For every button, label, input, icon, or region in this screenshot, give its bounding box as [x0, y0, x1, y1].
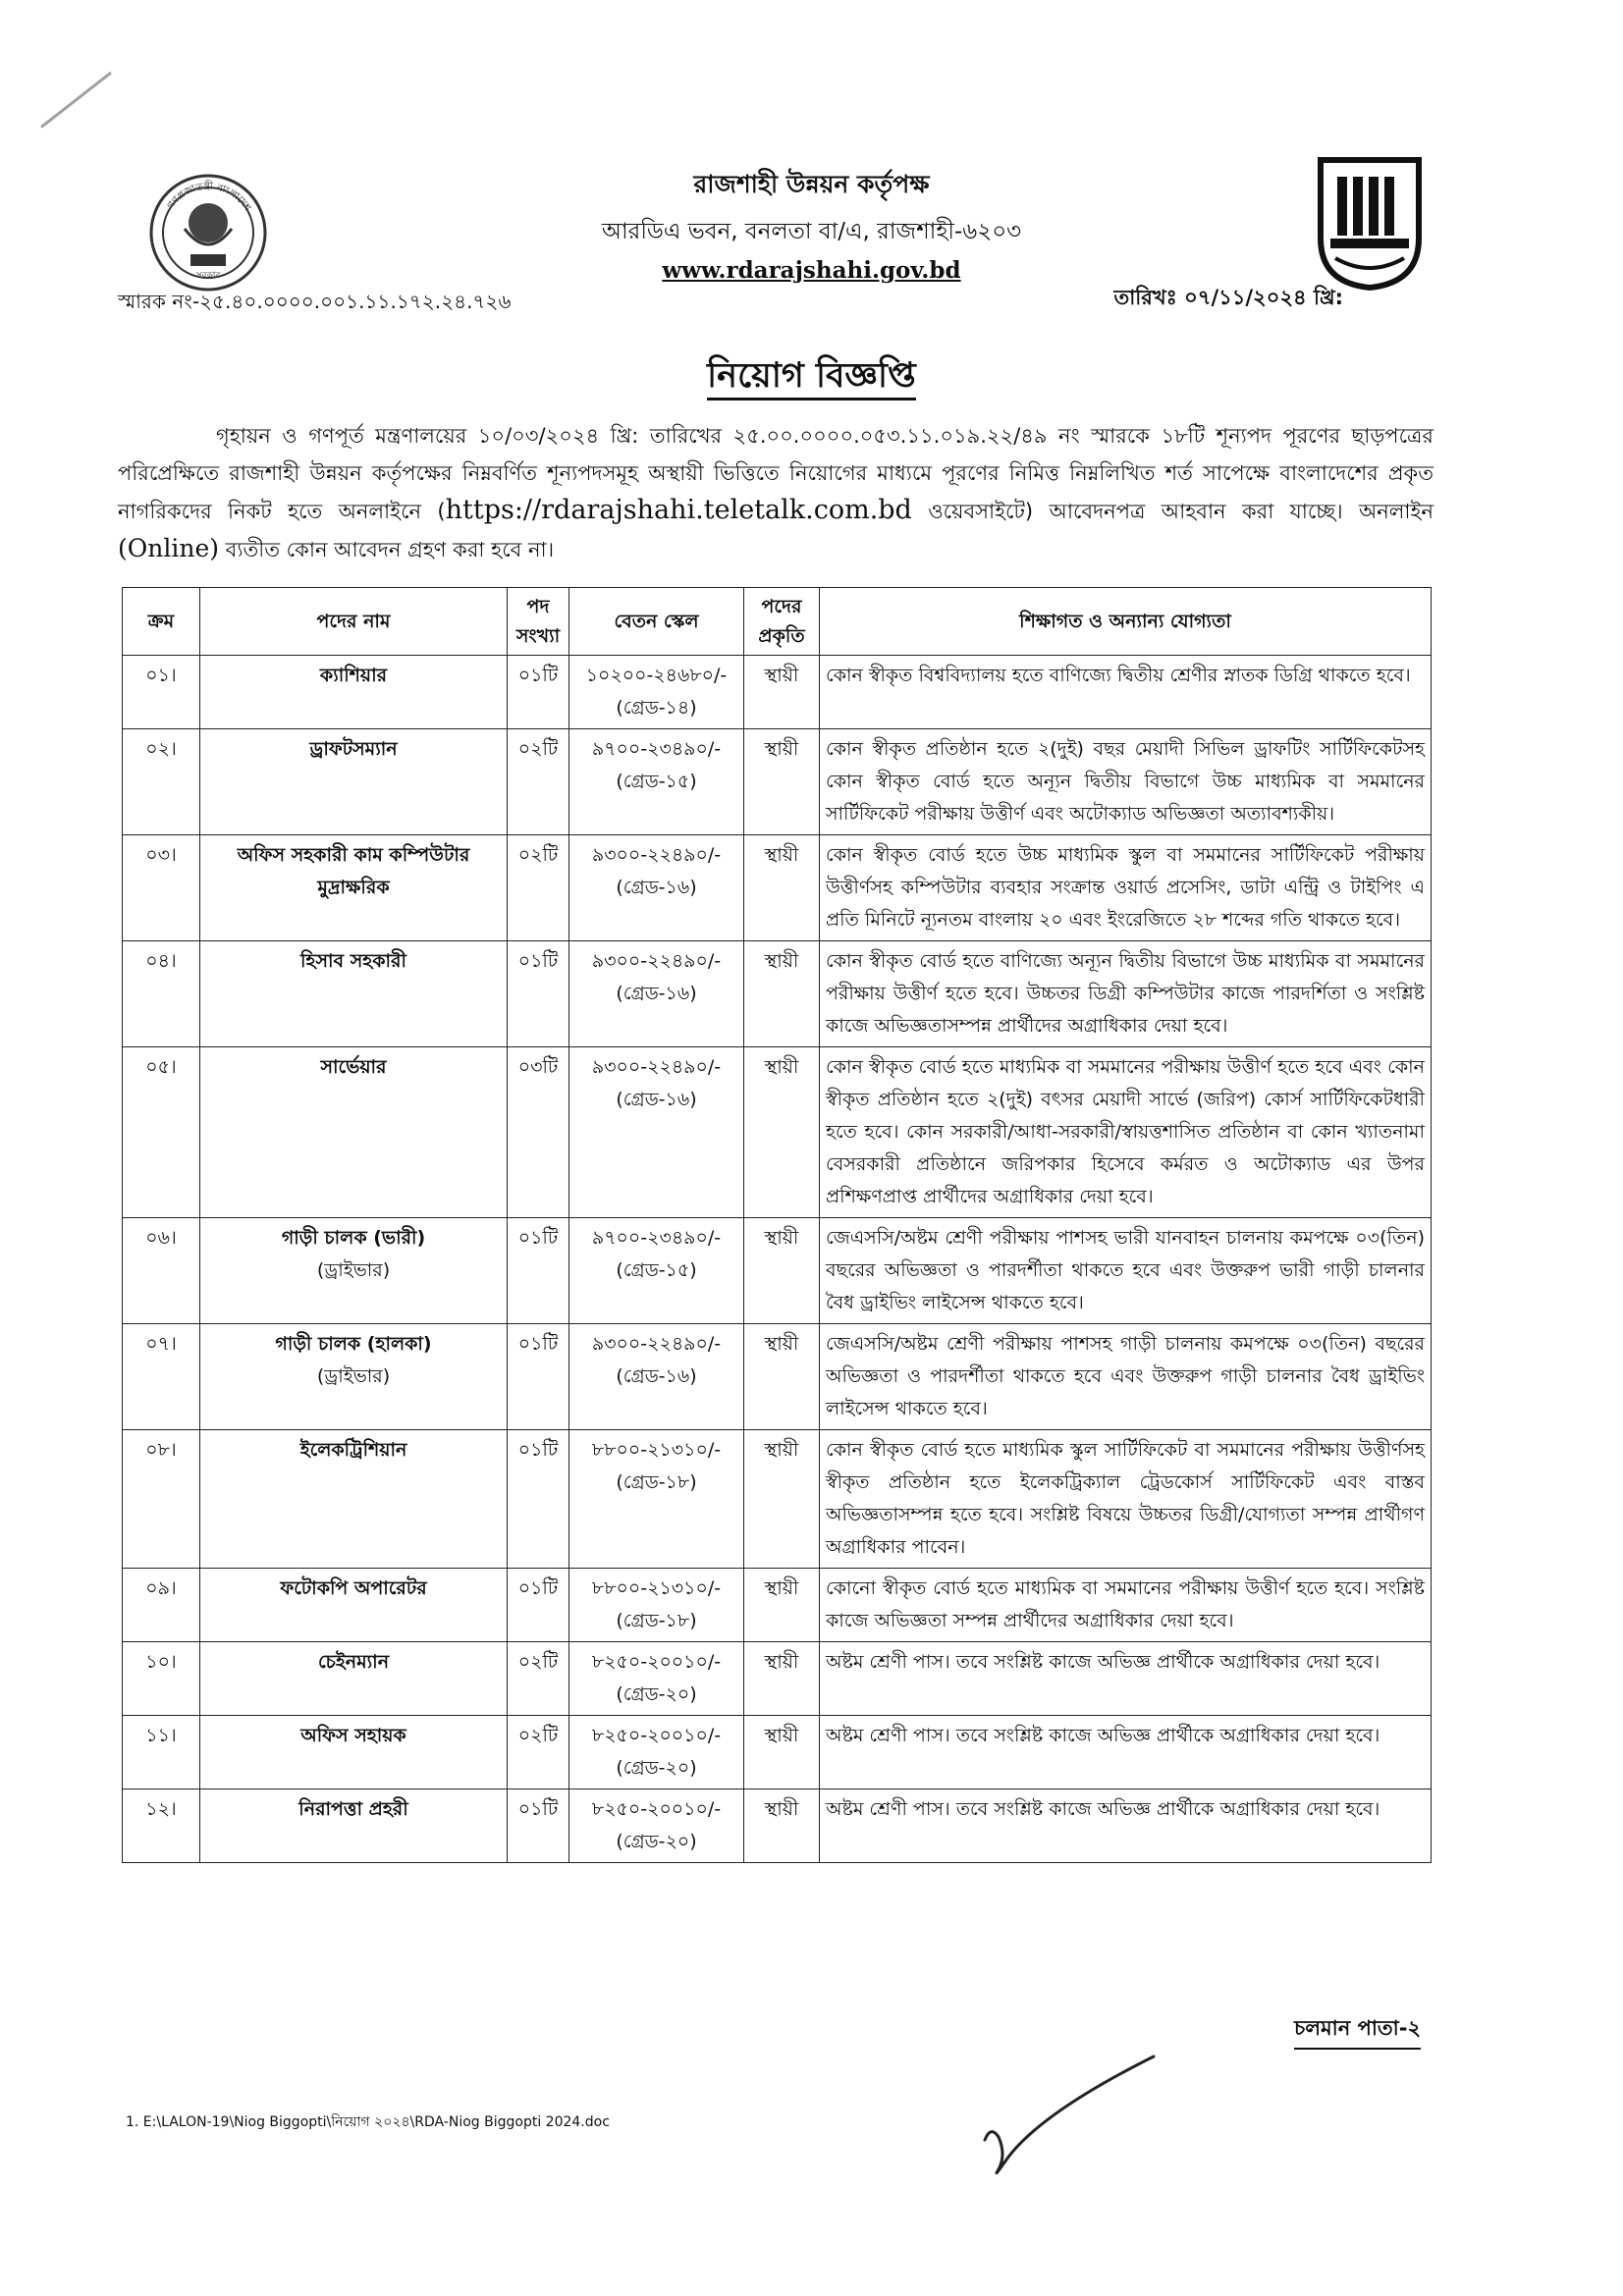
- pay-grade: (গ্রেড-১৮): [616, 1471, 697, 1493]
- cell-post-name: [200, 1218, 508, 1324]
- pay-grade: (গ্রেড-২০): [616, 1757, 697, 1779]
- cell-pay-scale: [569, 1789, 744, 1863]
- letterhead: [0, 165, 1623, 284]
- intro-paragraph: [118, 417, 1434, 568]
- table-row: [123, 1324, 1432, 1430]
- cell-nature: স্থায়ী: [744, 1218, 820, 1324]
- pay-scale: ৯৩০০-২২৪৯০/-: [591, 1056, 722, 1078]
- cell-post-name: [200, 656, 508, 729]
- cell-pay-scale: [569, 1430, 744, 1569]
- vacancy-table: [122, 587, 1432, 1863]
- cell-post-name: [200, 1569, 508, 1642]
- cell-nature: স্থায়ী: [744, 1716, 820, 1789]
- pay-scale: ৮২৫০-২০০১০/-: [591, 1725, 722, 1746]
- table-row: [123, 729, 1432, 835]
- pay-grade: (গ্রেড-১৬): [616, 1365, 697, 1387]
- organization-name: রাজশাহী উন্নয়ন কর্তৃপক্ষ: [693, 170, 930, 198]
- table-row: [123, 1430, 1432, 1569]
- cell-post-count: ০২টি: [508, 729, 569, 835]
- header-qualification: শিক্ষাগত ও অন্যান্য যোগ্যতা: [820, 588, 1432, 656]
- cell-post-name: [200, 1047, 508, 1218]
- pay-scale: ৮২৫০-২০০১০/-: [591, 1651, 722, 1673]
- cell-post-count: ০১টি: [508, 941, 569, 1047]
- cell-nature: স্থায়ী: [744, 1047, 820, 1218]
- post-name: নিরাপত্তা প্রহরী: [298, 1798, 408, 1820]
- cell-nature: স্থায়ী: [744, 1789, 820, 1863]
- cell-qualification: কোন স্বীকৃত বিশ্ববিদ্যালয় হতে বাণিজ্যে দ্বিতীয় শ্রেণীর স্নাতক ডিগ্রি থাকতে হবে।: [820, 656, 1432, 729]
- post-name: অফিস সহকারী কাম কম্পিউটার মুদ্রাক্ষরিক: [237, 844, 470, 898]
- pay-grade: (গ্রেড-১৬): [616, 877, 697, 898]
- cell-serial: ১২।: [123, 1789, 200, 1863]
- organization-website[interactable]: www.rdarajshahi.gov.bd: [662, 257, 961, 284]
- organization-address: আরডিএ ভবন, বনলতা বা/এ, রাজশাহী-৬২০৩: [601, 219, 1022, 244]
- cell-post-name: [200, 1642, 508, 1716]
- cell-serial: ০৬।: [123, 1218, 200, 1324]
- pay-scale: ৯৩০০-২২৪৯০/-: [591, 844, 722, 866]
- signature-tick-icon: [977, 2047, 1163, 2184]
- cell-nature: স্থায়ী: [744, 1324, 820, 1430]
- cell-pay-scale: [569, 1047, 744, 1218]
- cell-qualification: কোন স্বীকৃত বোর্ড হতে উচ্চ মাধ্যমিক স্কুল বা সমমানের সার্টিফিকেট পরীক্ষায় উত্তীর্ণসহ কম্পিউটার ব্যবহার সংক্রান্ত ওয়ার্ড প্রসেসিং, ডাটা এন্ট্রি ও টাইপিং এ প্রতি মিনিটে ন্যূনতম বাংলায় ২০ এবং ইংরেজিতে ২৮ শব্দের গতি থাকতে হবে।: [820, 835, 1432, 941]
- post-name: সার্ভেয়ার: [320, 1056, 387, 1078]
- cell-pay-scale: [569, 1218, 744, 1324]
- pay-scale: ৯৭০০-২৩৪৯০/-: [591, 738, 722, 760]
- post-name: গাড়ী চালক (হালকা): [275, 1333, 432, 1355]
- cell-pay-scale: [569, 941, 744, 1047]
- cell-nature: স্থায়ী: [744, 1642, 820, 1716]
- cell-serial: ০২।: [123, 729, 200, 835]
- cell-qualification: জেএসসি/অষ্টম শ্রেণী পরীক্ষায় পাশসহ ভারী যানবাহন চালনায় কমপক্ষে ০৩(তিন) বছরের অভিজ্ঞতা ও পারদর্শীতা থাকতে হবে এবং উক্তরুপ ভারী গাড়ী চালনার বৈধ ড্রাইভিং লাইসেন্স থাকতে হবে।: [820, 1218, 1432, 1324]
- cell-qualification: কোনো স্বীকৃত বোর্ড হতে মাধ্যমিক বা সমমানের পরীক্ষায় উত্তীর্ণ হতে হবে। সংশ্লিষ্ট কাজে অভিজ্ঞতা সম্পন্ন প্রার্থীদের অগ্রাধিকার দেয়া হবে।: [820, 1569, 1432, 1642]
- pay-grade: (গ্রেড-১৫): [616, 771, 697, 792]
- header-post-count: পদ সংখ্যা: [508, 588, 569, 656]
- pay-scale: ৯৩০০-২২৪৯০/-: [591, 950, 722, 972]
- cell-serial: ০৯।: [123, 1569, 200, 1642]
- intro-text-2: ওয়েবসাইটে) আবেদনপত্র আহবান করা যাচ্ছে। অনলাইন: [911, 500, 1434, 523]
- table-row: [123, 1789, 1432, 1863]
- cell-nature: স্থায়ী: [744, 656, 820, 729]
- cell-qualification: কোন স্বীকৃত বোর্ড হতে মাধ্যমিক বা সমমানের পরীক্ষায় উত্তীর্ণ হতে হবে এবং কোন স্বীকৃত প্রতিষ্ঠান হতে ২(দুই) বৎসর মেয়াদী সার্ভে (জরিপ) কোর্স সার্টিফিকেটধারী হতে হবে। কোন সরকারী/আধা-সরকারী/স্বায়ত্তশাসিত প্রতিষ্ঠান বা কোন খ্যাতনামা বেসরকারী প্রতিষ্ঠানে জরিপকার হিসেবে কর্মরত ও অটোক্যাড এর উপর প্রশিক্ষণপ্রাপ্ত প্রার্থীদের অগ্রাধিকার দেয়া হবে।: [820, 1047, 1432, 1218]
- post-name: ক্যাশিয়ার: [319, 665, 388, 686]
- cell-pay-scale: [569, 1569, 744, 1642]
- cell-post-name: [200, 941, 508, 1047]
- cell-pay-scale: [569, 656, 744, 729]
- cell-qualification: অষ্টম শ্রেণী পাস। তবে সংশ্লিষ্ট কাজে অভিজ্ঞ প্রার্থীকে অগ্রাধিকার দেয়া হবে।: [820, 1642, 1432, 1716]
- cell-post-count: ০১টি: [508, 1324, 569, 1430]
- header-post-name: পদের নাম: [200, 588, 508, 656]
- cell-pay-scale: [569, 835, 744, 941]
- pen-stroke-mark: [40, 72, 112, 129]
- online-word: (Online): [118, 534, 219, 562]
- cell-pay-scale: [569, 1324, 744, 1430]
- table-row: [123, 1218, 1432, 1324]
- footer-file-path: 1. E:\LALON-19\Niog Biggopti\নিয়োগ ২০২৪\RDA-Niog Biggopti 2024.doc: [126, 2114, 610, 2130]
- cell-nature: স্থায়ী: [744, 835, 820, 941]
- pay-grade: (গ্রেড-১৮): [616, 1610, 697, 1631]
- post-name-sub: (ড্রাইভার): [316, 1259, 391, 1281]
- pay-scale: ১০২০০-২৪৬৮০/-: [585, 665, 728, 686]
- notice-title-wrap: [0, 348, 1623, 406]
- post-name: চেইনম্যান: [317, 1651, 390, 1673]
- pay-grade: (গ্রেড-১৬): [616, 983, 697, 1004]
- cell-nature: স্থায়ী: [744, 1569, 820, 1642]
- cell-post-count: ০২টি: [508, 1716, 569, 1789]
- pay-grade: (গ্রেড-১৫): [616, 1259, 697, 1281]
- cell-post-count: ০১টি: [508, 1789, 569, 1863]
- cell-qualification: কোন স্বীকৃত প্রতিষ্ঠান হতে ২(দুই) বছর মেয়াদী সিভিল ড্রাফটিং সার্টিফিকেটসহ কোন স্বীকৃত বোর্ড হতে অন্যূন দ্বিতীয় বিভাগে উচ্চ মাধ্যমিক বা সমমানের সার্টিফিকেট পরীক্ষায় উত্তীর্ণ এবং অটোক্যাড অভিজ্ঞতা অত্যাবশ্যকীয়।: [820, 729, 1432, 835]
- cell-qualification: জেএসসি/অষ্টম শ্রেণী পরীক্ষায় পাশসহ গাড়ী চালনায় কমপক্ষে ০৩(তিন) বছরের অভিজ্ঞতা ও পারদর্শীতা থাকতে হবে এবং উক্তরুপ গাড়ী চালনার বৈধ ড্রাইভিং লাইসেন্স থাকতে হবে।: [820, 1324, 1432, 1430]
- cell-post-count: ০২টি: [508, 1642, 569, 1716]
- cell-serial: ০১।: [123, 656, 200, 729]
- table-row: [123, 1716, 1432, 1789]
- table-row: [123, 835, 1432, 941]
- post-name: অফিস সহায়ক: [300, 1725, 406, 1746]
- pay-grade: (গ্রেড-২০): [616, 1683, 697, 1705]
- memo-date: তারিখঃ ০৭/১১/২০২৪ খ্রি:: [1113, 286, 1343, 309]
- cell-post-name: [200, 729, 508, 835]
- cell-post-name: [200, 1430, 508, 1569]
- cell-post-name: [200, 1716, 508, 1789]
- cell-nature: স্থায়ী: [744, 1430, 820, 1569]
- cell-qualification: কোন স্বীকৃত বোর্ড হতে মাধ্যমিক স্কুল সার্টিফিকেট বা সমমানের পরীক্ষায় উত্তীর্ণসহ স্বীকৃত প্রতিষ্ঠান হতে ইলেকট্রিক্যাল ট্রেডকোর্স সার্টিফিকেট এবং বাস্তব অভিজ্ঞতাসম্পন্ন হতে হবে। সংশ্লিষ্ট বিষয়ে উচ্চতর ডিগ্রী/যোগ্যতা সম্পন্ন প্রার্থীগণ অগ্রাধিকার পাবেন।: [820, 1430, 1432, 1569]
- pay-grade: (গ্রেড-১৪): [616, 697, 697, 719]
- memo-number: স্মারক নং-২৫.৪০.০০০০.০০১.১১.১৭২.২৪.৭২৬: [118, 290, 512, 313]
- header-serial: ক্রম: [123, 588, 200, 656]
- cell-serial: ০৩।: [123, 835, 200, 941]
- cell-post-count: ০৩টি: [508, 1047, 569, 1218]
- pay-scale: ৮২৫০-২০০১০/-: [591, 1798, 722, 1820]
- cell-post-count: ০২টি: [508, 835, 569, 941]
- pay-scale: ৯৩০০-২২৪৯০/-: [591, 1333, 722, 1355]
- application-link[interactable]: https://rdarajshahi.teletalk.com.bd: [445, 495, 912, 525]
- intro-text-3: ব্যতীত কোন আবেদন গ্রহণ করা হবে না।: [219, 538, 555, 561]
- cell-nature: স্থায়ী: [744, 729, 820, 835]
- cell-serial: ০৮।: [123, 1430, 200, 1569]
- cell-pay-scale: [569, 1716, 744, 1789]
- header-nature: পদের প্রকৃতি: [744, 588, 820, 656]
- table-header-row: [123, 588, 1432, 656]
- cell-serial: ১১।: [123, 1716, 200, 1789]
- cell-post-count: ০১টি: [508, 1430, 569, 1569]
- table-row: [123, 941, 1432, 1047]
- cell-post-count: ০১টি: [508, 1569, 569, 1642]
- cell-post-count: ০১টি: [508, 656, 569, 729]
- pay-scale: ৮৮০০-২১৩১০/-: [591, 1577, 722, 1599]
- pay-grade: (গ্রেড-১৬): [616, 1089, 697, 1110]
- table-row: [123, 656, 1432, 729]
- post-name: ইলেকট্রিশিয়ান: [299, 1439, 407, 1461]
- cell-post-count: ০১টি: [508, 1218, 569, 1324]
- cell-serial: ০৪।: [123, 941, 200, 1047]
- cell-qualification: অষ্টম শ্রেণী পাস। তবে সংশ্লিষ্ট কাজে অভিজ্ঞ প্রার্থীকে অগ্রাধিকার দেয়া হবে।: [820, 1716, 1432, 1789]
- table-row: [123, 1642, 1432, 1716]
- post-name-sub: (ড্রাইভার): [316, 1365, 391, 1387]
- pay-scale: ৮৮০০-২১৩১০/-: [591, 1439, 722, 1461]
- cell-serial: ০৭।: [123, 1324, 200, 1430]
- seal-text: সরকার: [195, 271, 221, 281]
- post-name: ড্রাফটসম্যান: [309, 738, 398, 760]
- cell-post-name: [200, 1324, 508, 1430]
- cell-pay-scale: [569, 729, 744, 835]
- header-pay-scale: বেতন স্কেল: [569, 588, 744, 656]
- pay-grade: (গ্রেড-২০): [616, 1831, 697, 1852]
- continuation-note: চলমান পাতা-২: [1294, 2012, 1421, 2050]
- intro-text-1: গৃহায়ন ও গণপূর্ত মন্ত্রণালয়ের ১০/০৩/২০২৪ খ্রি: তারিখের ২৫.০০.০০০০.০৫৩.১১.০১৯.২২/৪৯ নং স্মারকে ১৮টি শূন্যপদ পূরণের ছাড়পত্রের পরিপ্রেক্ষিতে রাজশাহী উন্নয়ন কর্তৃপক্ষের নিম্নবর্ণিত শূন্যপদসমূহ অস্থায়ী ভিত্তিতে নিয়োগের মাধ্যমে পূরণের নিমিত্ত নিম্নলিখিত শর্ত সাপেক্ষে বাংলাদেশের প্রকৃত নাগরিকদের নিকট হতে অনলাইনে (: [118, 424, 1434, 523]
- post-name: গাড়ী চালক (ভারী): [281, 1227, 426, 1249]
- post-name: ফটোকপি অপারেটর: [280, 1577, 427, 1599]
- cell-nature: স্থায়ী: [744, 941, 820, 1047]
- post-name: হিসাব সহকারী: [300, 950, 406, 972]
- cell-post-name: [200, 1789, 508, 1863]
- cell-qualification: অষ্টম শ্রেণী পাস। তবে সংশ্লিষ্ট কাজে অভিজ্ঞ প্রার্থীকে অগ্রাধিকার দেয়া হবে।: [820, 1789, 1432, 1863]
- svg-text:গণপ্রজাতন্ত্রী বাংলাদেশ: গণপ্রজাতন্ত্রী বাংলাদেশ: [165, 181, 253, 214]
- cell-post-name: [200, 835, 508, 941]
- pay-scale: ৯৭০০-২৩৪৯০/-: [591, 1227, 722, 1249]
- cell-qualification: কোন স্বীকৃত বোর্ড হতে বাণিজ্যে অন্যূন দ্বিতীয় বিভাগে উচ্চ মাধ্যমিক বা সমমানের পরীক্ষায় উত্তীর্ণ হতে হবে। উচ্চতর ডিগ্রী কম্পিউটার কাজে পারদর্শিতা ও সংশ্লিষ্ট কাজে অভিজ্ঞতাসম্পন্ন প্রার্থীদের অগ্রাধিকার দেয়া হবে।: [820, 941, 1432, 1047]
- table-row: [123, 1047, 1432, 1218]
- table-row: [123, 1569, 1432, 1642]
- cell-serial: ০৫।: [123, 1047, 200, 1218]
- notice-title: নিয়োগ বিজ্ঞপ্তি: [707, 356, 916, 400]
- cell-serial: ১০।: [123, 1642, 200, 1716]
- cell-pay-scale: [569, 1642, 744, 1716]
